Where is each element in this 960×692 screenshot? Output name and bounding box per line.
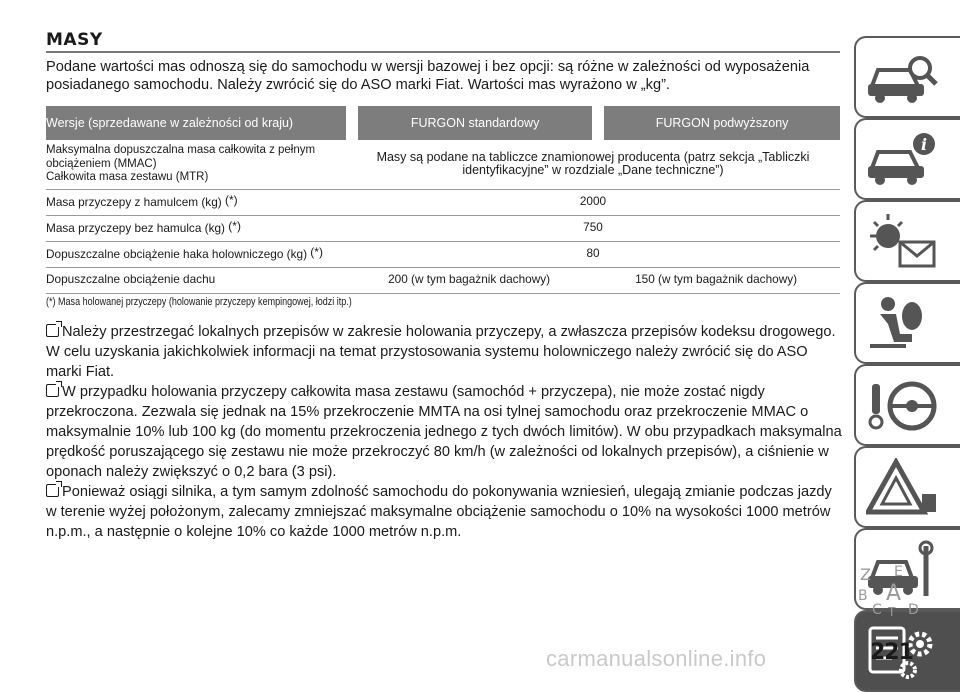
body-paragraph-text: Należy przestrzegać lokalnych przepisów w zakresie holowania przyczepy, a zwłaszcza przepisów kodeksu drogowego. W celu uzyskania jakichkolwiek informacji na temat przystosowania systemu holowniczego należy zwrócić się do ASO marki Fiat. — [46, 324, 836, 380]
title-rule — [46, 51, 840, 53]
intro-paragraph: Podane wartości mas odnoszą się do samochodu w wersji bazowej i bez opcji: są różne w zależności od wyposażenia posiadanego samochodu. Należy zwrócić się do ASO marki Fiat. Wartości mas wyrażono w „kg”. — [46, 59, 810, 93]
body-paragraph — [46, 482, 846, 542]
tab-car-search[interactable] — [854, 36, 960, 118]
table-row — [46, 241, 840, 267]
tab-index[interactable] — [854, 540, 960, 632]
index-letter: B — [858, 588, 868, 604]
warning-lights-icon — [866, 212, 940, 272]
tab-emergency[interactable] — [854, 446, 960, 528]
note-bullet-icon — [46, 384, 59, 397]
index-letter: D — [908, 602, 919, 618]
row-label — [46, 215, 346, 241]
body-paragraph-text: Ponieważ osiągi silnika, a tym samym zdolność samochodu do pokonywania wzniesień, ulegają zmianie podczas jazdy w terenie wyżej położonym, zalecamy zmniejszać maksymalne obciążenie samochodu o 10% na wysokości 1000 metrów n.p.m., a następnie o kolejne 10% co każde 1000 metrów n.p.m. — [46, 484, 832, 540]
footnote-marker: (*) — [224, 193, 238, 208]
warning-triangle-icon — [866, 458, 940, 518]
table-header-row — [46, 106, 840, 140]
section-title: MASY — [46, 30, 103, 50]
row-label — [46, 241, 346, 267]
note-bullet-icon — [46, 324, 59, 337]
body-paragraph-text: W przypadku holowania przyczepy całkowita masa zestawu (samochód + przyczepa), nie może zostać nigdy przekroczona. Zezwala się jednak na 15% przekroczenie MMTA na osi tylnej samochodu oraz przekroczenie MMAC o maksymalnie 10% lub 100 kg (do momentu przekroczenia jednego z tych dwóch limitów). W obu przypadkach maksymalna prędkość poruszającego się zestawu nie może przekroczyć 80 km/h (w zależności od lokalnych przepisów), a ciśnienie w oponach należy zwiększyć o 0,2 bara (3 psi). — [46, 384, 842, 480]
header-gap — [592, 106, 604, 140]
table-footnote: (*) Masa holowanej przyczepy (holowanie przyczepy kempingowej, łodzi itp.) — [46, 296, 352, 308]
tab-warning-lights[interactable] — [854, 200, 960, 282]
header-standard: FURGON standardowy — [358, 106, 592, 140]
steering-wheel-key-icon — [866, 376, 940, 436]
car-search-icon — [866, 48, 940, 108]
tab-steering[interactable] — [854, 364, 960, 446]
footnote-marker: (*) — [228, 219, 241, 234]
watermark: carmanualsonline.info — [546, 646, 767, 671]
row-label: Dopuszczalne obciążenie dachu — [46, 267, 346, 293]
table-row — [46, 189, 840, 215]
header-gap — [346, 106, 358, 140]
body-paragraph — [46, 382, 846, 482]
row-value-standard: 200 (w tym bagażnik dachowy) — [346, 267, 592, 293]
index-letter: A — [886, 581, 902, 606]
row-value: Masy są podane na tabliczce znamionowej producenta (patrz sekcja „Tabliczki identyfikacyjne” w rozdziale „Dane techniczne”) — [346, 140, 840, 189]
row-value: 750 — [346, 215, 840, 241]
index-letter: C — [872, 602, 882, 618]
index-letter: T — [888, 605, 896, 619]
table-row — [46, 140, 840, 189]
index-letter: E — [894, 564, 903, 580]
row-value: 2000 — [346, 189, 840, 215]
header-versions: Wersje (sprzedawane w zależności od kraju) — [46, 106, 346, 140]
tab-car-info[interactable] — [854, 118, 960, 200]
body-text — [46, 322, 846, 542]
row-label — [46, 189, 346, 215]
index-letter: Z — [860, 565, 871, 584]
table-row — [46, 215, 840, 241]
mass-table — [46, 106, 840, 294]
row-label-text: Dopuszczalne obciążenie haka holowniczego (kg) — [46, 247, 307, 262]
row-label: Maksymalna dopuszczalna masa całkowita z pełnym obciążeniem (MMAC) Całkowita masa zestawu (MTR) — [46, 140, 346, 189]
row-value: 80 — [346, 241, 840, 267]
note-bullet-icon — [46, 484, 59, 497]
footnote-marker: (*) — [310, 245, 323, 260]
row-value-raised: 150 (w tym bagażnik dachowy) — [592, 267, 840, 293]
row-label-text: Masa przyczepy z hamulcem (kg) — [46, 195, 222, 210]
svg-text:i: i — [921, 135, 928, 154]
car-info-icon — [866, 130, 940, 190]
row-label-text: Masa przyczepy bez hamulca (kg) — [46, 221, 225, 236]
index-letters-icon — [858, 554, 932, 624]
table-row — [46, 267, 840, 293]
tab-airbag[interactable] — [854, 282, 960, 364]
body-paragraph — [46, 322, 846, 382]
page-number: 221 — [870, 640, 913, 665]
airbag-person-icon — [866, 294, 940, 354]
header-raised: FURGON podwyższony — [604, 106, 840, 140]
